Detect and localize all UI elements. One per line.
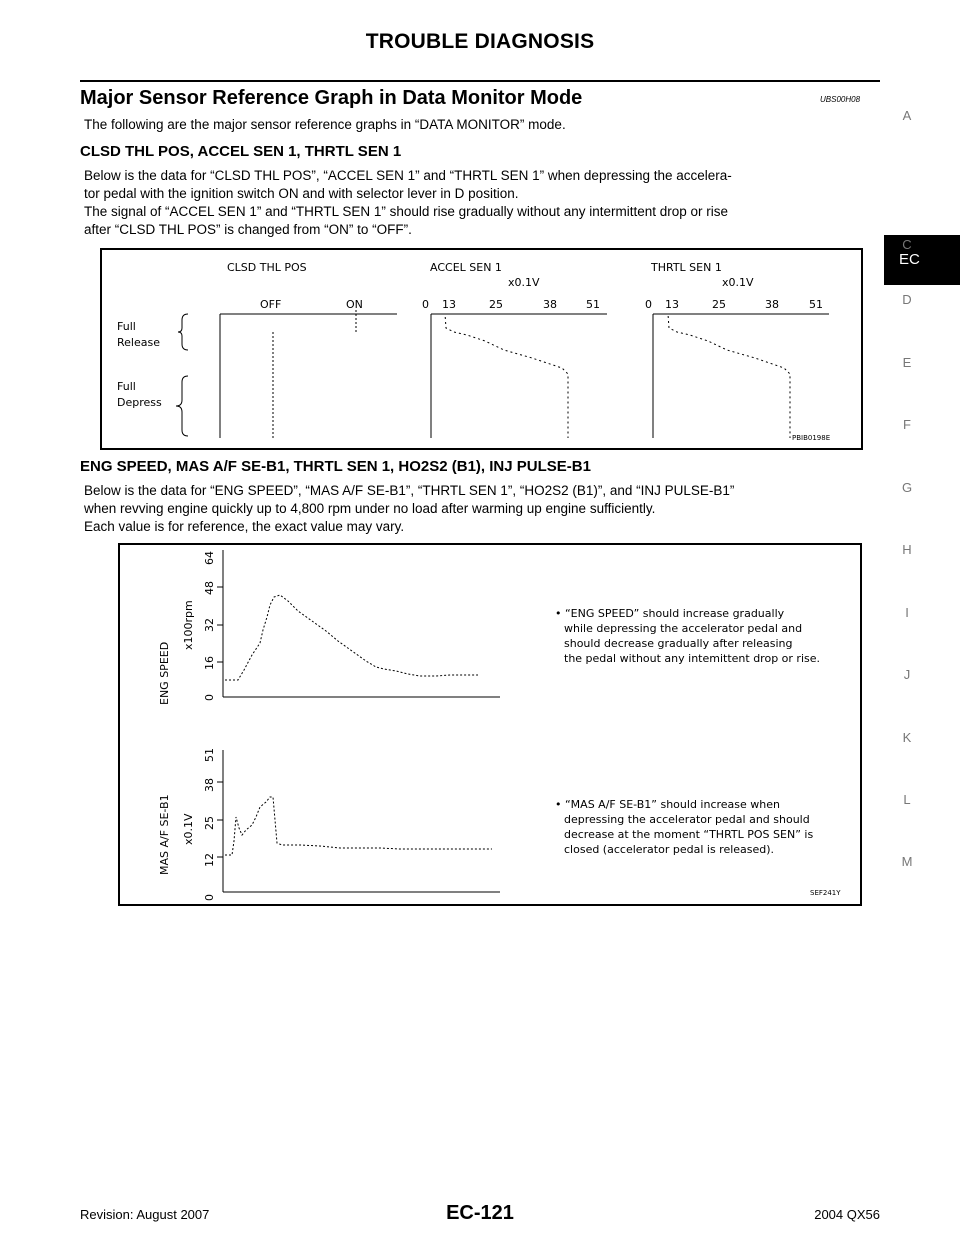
sidebar-letter[interactable]: J [903,667,911,682]
mas-af-tick: 0 [203,894,216,901]
mas-af-trace [225,797,492,855]
subsection-1-paragraph-line: after “CLSD THL POS” is changed from “ON” to “OFF”. [84,222,412,237]
section-title: Major Sensor Reference Graph in Data Monitor Mode [80,87,583,109]
thrtl-tick-label: 13 [665,298,679,311]
full-release-label: Full [117,320,136,333]
thrtl-sen-1-trace [655,314,790,438]
accel-sen-1-trace [433,314,568,438]
subsection-2-paragraph-line: when revving engine quickly up to 4,800 rpm under no load after warming up engine sufficiently. [84,501,656,516]
col-label-thrtl-sen-1: THRTL SEN 1 [651,261,722,274]
eng-speed-trace [225,595,478,680]
subsection-2-paragraph-line: Each value is for reference, the exact value may vary. [84,519,405,534]
subsection-2-paragraph-line: Below is the data for “ENG SPEED”, “MAS A/F SE-B1”, “THRTL SEN 1”, “HO2S2 (B1)”, and “INJ PULSE-B1” [84,483,735,498]
section-index-sidebar [884,85,960,885]
sidebar-letter[interactable]: E [902,355,912,370]
subsection-title-1: CLSD THL POS, ACCEL SEN 1, THRTL SEN 1 [80,143,402,160]
accel-unit-label: x0.1V [508,276,540,289]
accel-tick-label: 0 [422,298,429,311]
off-label: OFF [260,298,282,311]
full-depress-label: Full [117,380,136,393]
thrtl-unit-label: x0.1V [722,276,754,289]
figure-code: PBIB0198E [792,434,831,442]
section-intro: The following are the major sensor reference graphs in “DATA MONITOR” mode. [84,117,566,132]
col-label-accel-sen-1: ACCEL SEN 1 [430,261,502,274]
sidebar-letter[interactable]: D [902,292,912,307]
sidebar-letter[interactable]: K [902,730,912,745]
eng-speed-unit: x100rpm [182,600,195,650]
thrtl-tick-label: 38 [765,298,779,311]
eng-speed-note-line: while depressing the accelerator pedal and [564,622,803,635]
sensor-graph-figure-2 [118,543,862,906]
sidebar-active-label: EC [899,251,920,268]
sensor-graph-2-drawing [120,545,860,904]
full-depress-label: Depress [117,396,162,409]
footer-revision: Revision: August 2007 [80,1207,210,1222]
eng-speed-note-line: should decrease gradually after releasing [564,637,793,650]
subsection-1-paragraph-line: tor pedal with the ignition switch ON and with selector lever in D position. [84,186,519,201]
sidebar-letter[interactable]: L [903,792,911,807]
subsection-title-2: ENG SPEED, MAS A/F SE-B1, THRTL SEN 1, HO2S2 (B1), INJ PULSE-B1 [80,458,591,475]
thrtl-tick-label: 25 [712,298,726,311]
mas-af-tick: 25 [203,816,216,830]
figure-code: SEF241Y [810,889,841,897]
eng-speed-tick: 0 [203,694,216,701]
full-depress-brace [176,376,188,436]
full-release-label: Release [117,336,160,349]
sidebar-letter[interactable]: F [903,417,911,432]
thrtl-tick-label: 51 [809,298,823,311]
subsection-1-paragraph-line: The signal of “ACCEL SEN 1” and “THRTL SEN 1” should rise gradually without any intermittent drop or rise [84,204,729,219]
mas-af-label: MAS A/F SE-B1 [158,794,171,875]
subsection-1-paragraph-line: Below is the data for “CLSD THL POS”, “ACCEL SEN 1” and “THRTL SEN 1” when depressing the accelera- [84,168,732,183]
accel-tick-label: 51 [586,298,600,311]
mas-af-note-line: decrease at the moment “THRTL POS SEN” is [564,828,814,841]
sidebar-letter[interactable]: G [901,480,913,495]
thrtl-tick-label: 0 [645,298,652,311]
full-release-brace [178,314,188,350]
footer-model: 2004 QX56 [814,1207,880,1222]
mas-af-note-line: closed (accelerator pedal is released). [564,843,775,856]
sidebar-letter[interactable]: H [902,542,912,557]
sensor-graph-1-drawing [102,250,861,448]
header-divider [80,80,880,82]
eng-speed-tick: 16 [203,656,216,670]
eng-speed-note-line: • “ENG SPEED” should increase gradually [555,607,785,620]
sidebar-letter[interactable]: I [905,605,909,620]
col-label-clsd-thl-pos: CLSD THL POS [227,261,307,274]
eng-speed-label: ENG SPEED [158,641,171,705]
accel-tick-label: 13 [442,298,456,311]
eng-speed-tick: 64 [203,551,216,565]
mas-af-note-line: • “MAS A/F SE-B1” should increase when [555,798,780,811]
eng-speed-tick: 32 [203,618,216,632]
page-header-title: TROUBLE DIAGNOSIS [365,30,595,53]
sidebar-letter[interactable]: A [902,108,912,123]
sidebar-letter[interactable]: C [902,237,912,252]
mas-af-note-line: depressing the accelerator pedal and should [564,813,810,826]
section-code: UBS00H08 [820,95,861,104]
mas-af-tick: 51 [203,748,216,762]
sidebar-letter[interactable]: M [901,854,913,869]
on-label: ON [346,298,363,311]
accel-tick-label: 38 [543,298,557,311]
eng-speed-note-line: the pedal without any intemittent drop or rise. [564,652,820,665]
eng-speed-tick: 48 [203,581,216,595]
accel-tick-label: 25 [489,298,503,311]
sensor-graph-figure-1 [100,248,863,450]
mas-af-tick: 38 [203,778,216,792]
mas-af-unit: x0.1V [182,813,195,845]
footer-page-number: EC-121 [446,1202,514,1224]
mas-af-tick: 12 [203,853,216,867]
